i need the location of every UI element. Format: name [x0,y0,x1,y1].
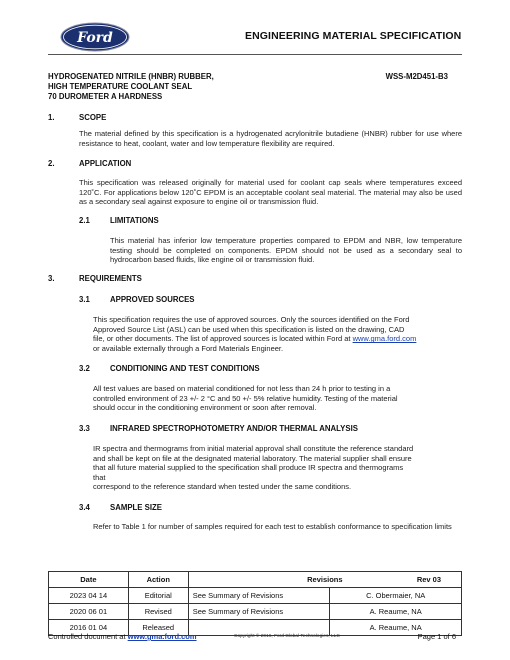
section-3-3-text [93,444,473,492]
row-author: A. Reaume, NA [330,620,462,636]
section-3-1-title: APPROVED SOURCES [110,295,195,304]
revision-table [48,571,462,636]
section-2-title: APPLICATION [79,159,132,168]
table-row [49,588,462,604]
section-3-1-line-2: Approved Source List (ASL) can be used when this specification is listed on the drawing, CAD [93,324,405,334]
ford-logo-text: Ford [77,30,113,46]
row-action: Editorial [128,588,188,604]
material-title-line-3: 70 DUROMETER A HARDNESS [48,92,163,101]
section-3-4-title: SAMPLE SIZE [110,503,162,512]
row-date: 2016 01 04 [49,620,129,636]
section-3-1-text [93,315,468,353]
revision-table-header [49,572,462,588]
header-divider [48,54,462,55]
row-date: 2020 06 01 [49,604,129,620]
spec-number: WSS-M2D451-B3 [385,72,448,81]
header-action: Action [128,572,188,588]
material-title-line-1: HYDROGENATED NITRILE (HNBR) RUBBER, [48,72,214,81]
controlled-document-prefix: Controlled document at [48,632,128,641]
page-number: Page 1 of 6 [417,632,456,641]
controlled-document-note [48,632,197,641]
section-3-1-number: 3.1 [79,295,90,304]
section-3-title: REQUIREMENTS [79,274,142,283]
ford-logo [60,22,130,52]
header-rev-number: Rev 03 [416,575,441,584]
row-author: C. Obermaier, NA [330,588,462,604]
header-revisions [188,572,461,588]
section-3-2-title: CONDITIONING AND TEST CONDITIONS [110,364,260,373]
section-3-1-line-3-text: file, or other documents. The list of approved sources is located within Ford at [93,334,353,344]
section-3-3-line-4: that [93,472,106,482]
section-3-2-line-3: should occur in the conditioning environment or soon after removal. [93,403,317,413]
row-description: See Summary of Revisions [188,604,330,620]
row-date: 2023 04 14 [49,588,129,604]
row-action: Released [128,620,188,636]
section-3-3-line-5: correspond to the reference standard when tested under the same conditions. [93,482,352,492]
row-description: See Summary of Revisions [188,588,330,604]
section-3-3-line-1: IR spectra and thermograms from initial material approval shall constitute the reference standard [93,444,414,453]
header-date: Date [49,572,129,588]
table-row [49,604,462,620]
section-3-3-line-3: that all future material supplied to the specification shall produce IR spectra and thermograms [93,463,404,473]
section-3-1-line-1: This specification requires the use of approved sources. Only the sources identified on the Ford [93,315,410,324]
section-1-text: The material defined by this specification is a hydrogenated acrylonitrile butadiene (HNBR) rubber for use where resistance to heat, coolant, water and low temperature flexibility are required. [79,129,462,148]
section-3-2-text [93,384,468,413]
section-1-title: SCOPE [79,113,107,122]
section-2-1-text: This material has inferior low temperature properties compared to EPDM and NBR, low temperature testing should be completed on components. EPDM should not be used as a secondary seal to hydrocarbon based fluids, like engine oil or transmission fluid. [110,236,462,265]
document-title: ENGINEERING MATERIAL SPECIFICATION [245,30,462,42]
header-revisions-label: Revisions [307,575,343,584]
section-3-2-line-2: controlled environment of 23 +/- 2 °C and 50 +/- 5% relative humidity. Testing of the material [93,393,398,403]
section-2-1-number: 2.1 [79,216,90,225]
section-3-4-text: Refer to Table 1 for number of samples required for each test to establish conformance to specification limits [93,522,452,531]
section-2-text: This specification was released originally for material used for coolant cap seals where temperatures exceed 120˚C. For applications below 120˚C EPDM is an acceptable coolant seal material. The material may also be used as a secondary seal against exposure to engine oil or transmission fluid. [79,178,462,207]
section-3-4-number: 3.4 [79,503,90,512]
footer-gma-ford-link[interactable]: www.gma.ford.com [127,632,197,641]
material-title-line-2: HIGH TEMPERATURE COOLANT SEAL [48,82,193,91]
material-title [48,72,214,102]
section-2-1-title: LIMITATIONS [110,216,159,225]
section-3-3-line-2: and shall be kept on file at the designated material laboratory. The material supplier shall ensure [93,453,412,463]
section-3-3-title: INFRARED SPECTROPHOTOMETRY AND/OR THERMAL ANALYSIS [110,424,358,433]
section-3-number: 3. [48,274,55,283]
section-3-3-number: 3.3 [79,424,90,433]
section-2-number: 2. [48,159,55,168]
section-3-1-line-4: or available externally through a Ford Materials Engineer. [93,343,284,353]
row-action: Revised [128,604,188,620]
section-1-number: 1. [48,113,55,122]
section-3-1-line-3 [93,334,468,344]
section-3-2-number: 3.2 [79,364,90,373]
gma-ford-link[interactable]: www.gma.ford.com [352,334,417,344]
section-3-2-line-1: All test values are based on material conditioned for not less than 24 h prior to testing in a [93,384,391,393]
row-author: A. Reaume, NA [330,604,462,620]
copyright-notice: Copyright © 2016, Ford Global Technologies, LLC [234,634,340,639]
